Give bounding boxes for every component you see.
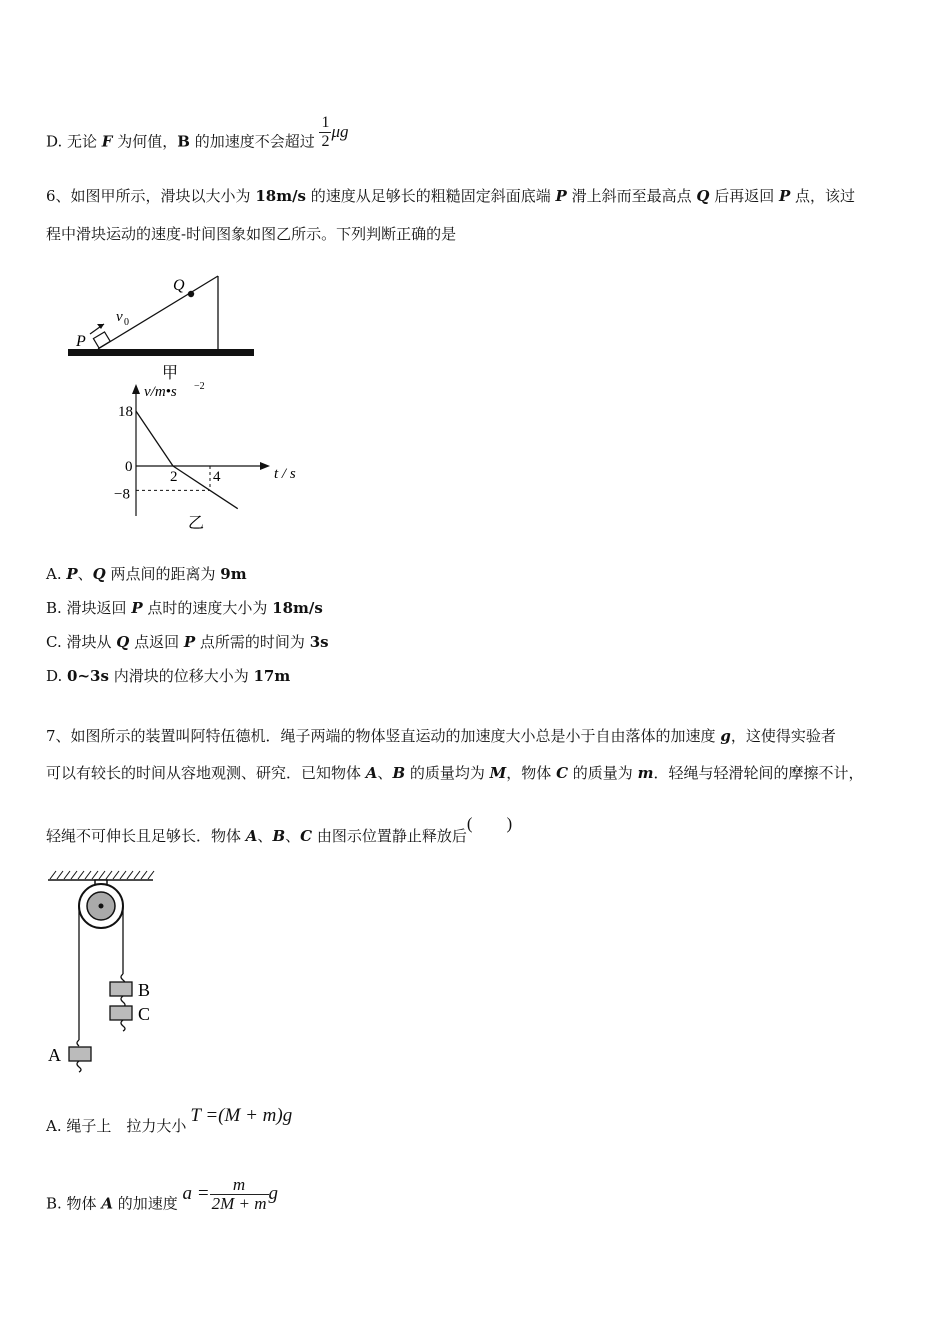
- q6-option-a: A. P、Q 两点间的距离为 9m: [46, 565, 247, 583]
- vt-segment: [136, 411, 173, 466]
- ground-bar: [68, 349, 254, 356]
- point-q: [188, 291, 194, 297]
- q7-stem-line3: 轻绳不可伸长且足够长．物体 A、B、C 由图示位置静止释放后( ): [46, 814, 513, 845]
- tick-label-0: 0: [125, 459, 133, 475]
- label-block-b: B: [138, 980, 151, 1000]
- caption-jia: 甲: [162, 365, 179, 380]
- q6-option-d: D. 0~3s 内滑块的位移大小为 17m: [46, 667, 291, 685]
- block-a: [69, 1047, 91, 1061]
- fraction-half: $\frac{1}{2}$: [321, 114, 330, 150]
- q5-option-d: D. 无论 F 为何值，B 的加速度不会超过 $\frac{1}{2}$ μg: [46, 114, 349, 151]
- incline-figure: [60, 268, 270, 380]
- answer-paren: ( ): [466, 814, 513, 833]
- tick-label-4: 4: [213, 469, 221, 485]
- slider-block: [93, 332, 110, 348]
- q6-option-b: B. 滑块返回 P 点时的速度大小为 18m/s: [46, 599, 323, 617]
- hook-a: [77, 1040, 79, 1046]
- label-v0: v: [116, 309, 123, 325]
- q6-option-c: C. 滑块从 Q 点返回 P 点所需的时间为 3s: [46, 633, 329, 651]
- x-axis-arrow-icon: [260, 462, 270, 470]
- y-axis-label: v/m•s: [144, 384, 177, 400]
- label-p: P: [76, 333, 86, 350]
- hook-a-bottom: [77, 1061, 81, 1072]
- q7-option-b: B. 物体 A 的加速度 a = $\frac{m}{2M + m}$ g: [46, 1175, 279, 1213]
- ceiling-hatch: [50, 871, 154, 879]
- tension-formula: T =(M + m)g: [190, 1105, 293, 1126]
- hook-c-bottom: [121, 1020, 125, 1031]
- q7-stem-line1: 7、如图所示的装置叫阿特伍德机．绳子两端的物体竖直运动的加速度大小总是小于自由落体的加速度 g，这使得实验者: [46, 727, 836, 745]
- label-v0-sub: 0: [124, 317, 129, 328]
- vt-segment: [210, 490, 238, 508]
- atwood-machine-figure: [40, 868, 170, 1074]
- q7-option-a: A. 绳子上 拉力大小 T =(M + m)g: [46, 1105, 293, 1135]
- y-axis-label-exp: −2: [194, 381, 205, 392]
- tick-label-2: 2: [170, 469, 178, 485]
- caption-yi: 乙: [188, 515, 205, 532]
- block-b: [110, 982, 132, 996]
- pulley-axle: [99, 904, 104, 909]
- tick-label-minus-8: −8: [114, 486, 130, 503]
- label-q: Q: [173, 277, 185, 294]
- q6-stem-line2: 程中滑块运动的速度-时间图象如图乙所示。下列判断正确的是: [46, 225, 457, 243]
- tick-label-18: 18: [118, 404, 133, 421]
- q6-stem-line1: 6、如图甲所示，滑块以大小为 18m/s 的速度从足够长的粗糙固定斜面底端 P 滑上斜而至最高点 Q 后再返回 P 点，该过: [46, 187, 856, 205]
- acceleration-fraction: $\frac{m}{2M + m}$: [211, 1175, 267, 1213]
- label-block-a: A: [48, 1045, 61, 1065]
- label-block-c: C: [138, 1004, 151, 1024]
- velocity-time-graph: [108, 376, 308, 536]
- x-axis-label: t / s: [274, 466, 296, 482]
- block-c: [110, 1006, 132, 1020]
- y-axis-arrow-icon: [132, 384, 140, 394]
- q7-stem-line2: 可以有较长的时间从容地观测、研究．已知物体 A、B 的质量均为 M，物体 C 的质量为 m．轻绳与轻滑轮间的摩擦不计，: [46, 764, 864, 782]
- vt-segment: [173, 466, 210, 490]
